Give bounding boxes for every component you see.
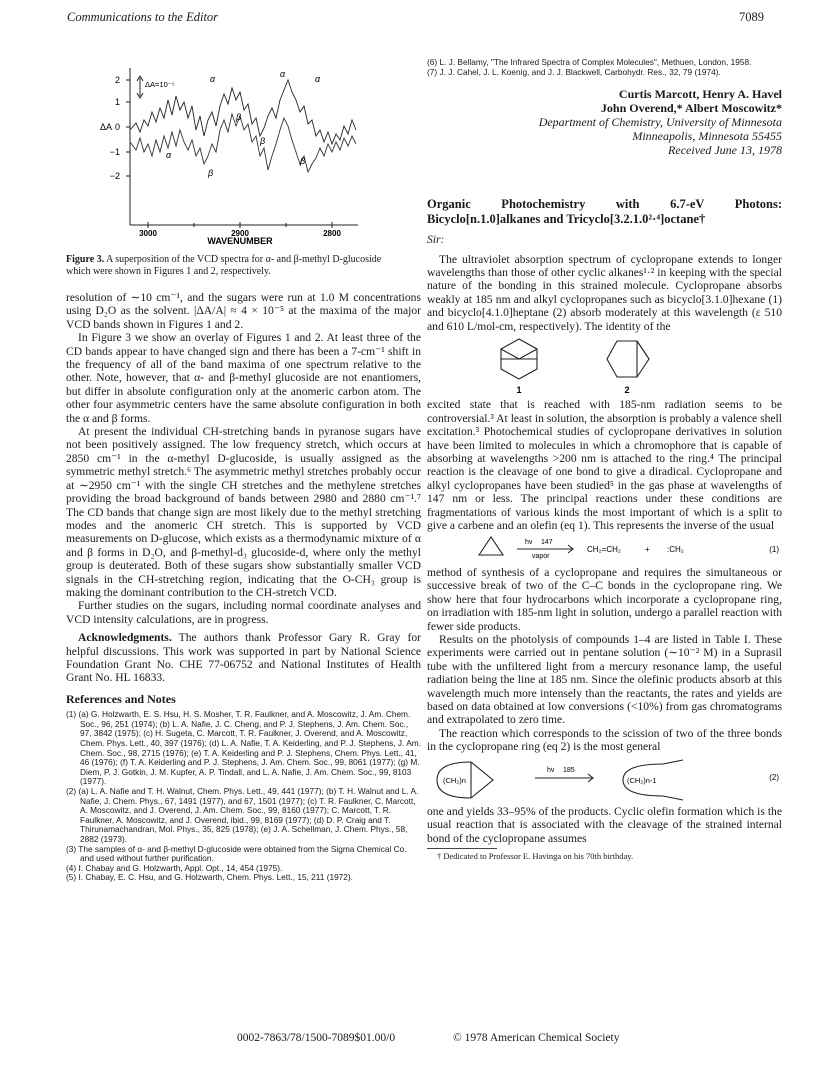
y-axis-label: ΔA xyxy=(100,122,113,132)
author-line: John Overend,* Albert Moscowitz* xyxy=(600,101,782,116)
eq1-product1: CH₂=CH₂ xyxy=(587,544,621,554)
x-tick-label: 2800 xyxy=(323,229,341,238)
paragraph: At present the individual CH-stretching bands in pyranose sugars have not been positively assigned. The low frequency stretch, which occurs at 2850 cm⁻¹ in the α-methyl D-glucoside, is usually assigned as the symmetric methyl stretch.⁶ The asymmetric methyl stretches probably occur at ∼2950 cm⁻¹ with the single CH stretches and the methylene stretches providing the broad background of bands between 2980 and 2880 cm⁻¹.⁷ The CD bands that change sign are most likely due to the methyl stretching modes and the anomeric CH stretch. This is supported by VCD measurements on D-glucose, which exists as a thermodynamic mixture of α and β forms in D₂O, and β-methyl-d₃ glucoside-d, where only the methyl group is deuterated. Both of these sugars show substantially smaller VCD signals in the CH-stretching region, indicating that the O-CH₃ group is making the dominant contribution to the CH-stretch VCD. xyxy=(66,425,421,599)
eq2-hv: hν xyxy=(547,766,555,774)
affiliation-line: Department of Chemistry, University of Minnesota xyxy=(538,115,782,130)
eq1-hv: hν xyxy=(525,538,533,546)
y-tick-label: 0 xyxy=(114,122,120,132)
alpha-label: α xyxy=(280,69,286,79)
eq2-reactant: (CH₂)n xyxy=(443,775,466,785)
paragraph: method of synthesis of a cyclopropane and requires the simultaneous or successive break of two of the C–C bonds in the cyclopropane ring. We show here that four hydrocarbons which incorporate a cyclopropane ring, on irradiation with 185-nm light in solution, undergo a parallel reaction with fewer side products. xyxy=(427,565,782,633)
ack-label: Acknowledgments. xyxy=(78,631,172,645)
ack-text: The authors thank Professor Gary R. Gray for helpful discussions. This work was supported in part by National Science Foundation Grant No. CHE 77-06752 and National Institutes of Health Grant No. HL 16833. xyxy=(66,631,421,685)
references-list xyxy=(66,710,421,883)
paragraph: Further studies on the sugars, including normal coordinate analyses and VCD intensity calculations, are in progress. xyxy=(66,599,421,626)
right-column xyxy=(427,58,782,861)
acknowledgments xyxy=(66,631,421,685)
left-column xyxy=(66,291,421,883)
paragraph: excited state that is reached with 185-nm radiation seems to be controversial.³ At least in solution, the absorption is probably a valence shell excitation.³ Photochemical studies of cyclopropane derivatives in solution have been limited to molecules in which a chromophore that is capable of absorbing at wavelengths >200 nm is attached to the ring.⁴ The principal reaction is the cleavage of one bond to give a diradical. Cyclopropane and alkyl cyclopropanes have been studied⁵ in the gas phase at wavelengths of 147 nm or less. The principal reactions under these conditions are fragmentations of various kinds the most important of which is a split to give a carbene and an olefin (eq 1). This represents the inverse of the usual xyxy=(427,398,782,533)
reference-item: (1) (a) G. Holzwarth, E. S. Hsu, H. S. Mosher, T. R. Faulkner, and A. Moscowitz, J. Am. Chem. Soc., 96, 251 (1974); (b) L. A. Nafie, J. C. Cheng, and P. J. Stephens, J. Am. Chem. Soc., 97, 3842 (1975); (c) H. Sugeta, C. Marcott, T. R. Faulkner, J. Overend, and A. Moscowitz, Chem. Phys. Lett., 40, 397 (1976); (d) L. A. Nafie, T. A. Keiderling, and P. J. Stephens, J. Am. Chem. Soc., 98, 2715 (1976); (e) T. A. Keiderling and P. J. Stephens, Chem. Phys. Lett., 41, 46 (1976); (f) T. A. Keiderling and P. J. Stephens, J. Am. Chem. Soc., 99, 8061 (1977); (g) M. Diem, P. J. Gotkin, J. M. Kupfer, A. P. Tindall, and L. A. Nafie, J. Am. Chem. Soc., 99, 8103 (1977). xyxy=(66,709,421,787)
reference-item: (4) I. Chabay and G. Holzwarth, Appl. Opt., 14, 454 (1975). xyxy=(66,862,283,873)
equation-1 xyxy=(427,533,782,563)
received-date: Received June 13, 1978 xyxy=(668,143,782,158)
beta-label: β xyxy=(236,112,242,122)
paragraph: In Figure 3 we show an overlay of Figures 1 and 2. At least three of the CD bands appear to have changed sign and there has been a 7-cm⁻¹ shift in the frequency of all of the band maxima of one spectrum relative to the other. Note, however, that α- and β-methyl glucoside are not enantiomers, but differ in absolute configuration only at the anomeric carbon atom. The other four asymmetric centers have the same absolute configuration in both the α and β forms. xyxy=(66,331,421,425)
alpha-label: α xyxy=(166,150,172,160)
reference-item: (6) L. J. Bellamy, "The Infrared Spectra of Complex Molecules", Methuen, London, 1958. xyxy=(427,57,752,67)
reference-item: (7) J. J. Cahel, J. L. Koenig, and J. J. Blackwell, Carbohydr. Res., 32, 79 (1974). xyxy=(427,66,721,77)
eq1-wavelength: 147 xyxy=(541,538,553,546)
alpha-label: α xyxy=(315,74,321,84)
structures-1-2 xyxy=(427,333,782,395)
paragraph: Results on the photolysis of compounds 1–4 are listed in Table I. These experiments were carried out in pentane solution (∼10⁻² M) in a Suprasil tube with the unfiltered light from a mercury resonance lamp, the useful radiation being the line at 185 nm. Since the olefinic products absorb at this wavelength much more intensely than the reactants, the rates and yields are based on data obtained at low conversions (<10%) from gas chromatograms and extrapolated to zero time. xyxy=(427,632,782,727)
x-axis-label: WAVENUMBER xyxy=(207,236,273,246)
running-header-journal: Communications to the Editor xyxy=(67,10,219,24)
x-tick-label: 2900 xyxy=(231,229,249,238)
reference-item: (2) (a) L. A. Nafie and T. H. Walnut, Chem. Phys. Lett., 49, 441 (1977); (b) T. H. Walnut and L. A. Nafie, J. Chem. Phys., 67, 1491 (1977), and 67, 1501 (1977); (c) T. R. Faulkner, C. Marcott, A. Moscowitz, and J. Overend, J. Am. Chem. Soc., 99, 8160 (1977); C. Marcott, T. R. Faulkner, A. Moscowitz, and J. Overend, ibid., 99, 8169 (1977); (d) D. P. Craig and T. Thirunamachandran, Mol. Phys., 35, 825 (1978); (e) J. A. Schellman, J. Chem. Phys., 58, 2882 (1973). xyxy=(66,785,419,844)
eq2-number: (2) xyxy=(769,772,779,782)
footer-copyright: © 1978 American Chemical Society xyxy=(453,1032,620,1044)
paragraph: one and yields 33–95% of the products. Cyclic olefin formation which is the usual reaction that is associated with the cleavage of the strained internal bond of the cyclopropane assumes xyxy=(427,805,782,845)
equation-2 xyxy=(427,754,782,802)
x-tick-label: 3000 xyxy=(139,229,157,238)
scale-bar-label: ΔA=10⁻⁵ xyxy=(145,80,175,89)
page-number: 7089 xyxy=(739,10,764,24)
eq1-plus: + xyxy=(645,544,650,554)
eq1-number: (1) xyxy=(769,544,779,554)
figure-3-vcd-spectrum xyxy=(100,60,380,260)
reference-item: (3) The samples of α- and β-methyl D-glucoside were obtained from the Sigma Chemical Co. and used without further purification. xyxy=(66,843,407,864)
caption-text: A superposition of the VCD spectra for α- and β-methyl D-glucoside which were shown in Figures 1 and 2, respectively. xyxy=(66,254,382,277)
beta-label: β xyxy=(260,136,266,146)
y-tick-label: 2 xyxy=(114,75,120,85)
compound-number: 2 xyxy=(624,385,630,396)
alpha-spectrum-trace xyxy=(130,80,356,144)
references-continued xyxy=(427,58,782,77)
y-tick-label: 1 xyxy=(114,97,120,107)
eq2-wavelength: 185 xyxy=(563,766,575,774)
eq2-product: (CH₂)n-1 xyxy=(627,775,657,785)
references-heading: References and Notes xyxy=(66,691,176,706)
y-ticks xyxy=(126,80,130,176)
reference-item: (5) I. Chabay, E. C. Hsu, and G. Holzwarth, Chem. Phys. Lett., 15, 211 (1972). xyxy=(66,872,353,883)
caption-label: Figure 3. xyxy=(66,254,105,265)
figure-caption xyxy=(66,254,386,277)
alpha-label: α xyxy=(210,74,216,84)
beta-label: β xyxy=(300,156,306,166)
bicycloheptane-ring xyxy=(607,341,649,377)
paragraph: The ultraviolet absorption spectrum of cyclopropane extends to longer wavelengths than those of other cyclic alkanes¹·² in keeping with the special nature of the bonding in this strained molecule. Cyclopropane absorbs weakly at 185 nm and alkyl cyclopropanes such as bicyclo[3.1.0]hexane (1) and bicyclo[4.1.0]heptane (2) absorb moderately at this wavelength (ε 510 and 610 L/mol-cm, respectively). The identity of the xyxy=(427,252,782,333)
salutation: Sir: xyxy=(427,233,445,247)
footer-code: 0002-7863/78/1500-7089$01.00/0 xyxy=(237,1032,396,1044)
y-tick-label: −1 xyxy=(109,147,120,157)
beta-spectrum-trace xyxy=(130,114,356,172)
paragraph: resolution of ∼10 cm⁻¹, and the sugars were run at 1.0 M concentrations using D₂O as the solvent. |ΔA/A| ≈ 4 × 10⁻⁵ at the maxima of the major VCD bands shown in Figures 1 and 2. xyxy=(66,291,421,331)
eq1-phase: vapor xyxy=(532,552,550,560)
author-line: Curtis Marcott, Henry A. Havel xyxy=(618,87,782,102)
beta-label: β xyxy=(208,168,214,178)
y-tick-label: −2 xyxy=(109,171,120,181)
dedication-footnote: † Dedicated to Professor E. Havinga on his 70th birthday. xyxy=(437,851,634,862)
paragraph: The reaction which corresponds to the scission of two of the three bonds in the cyclopropane ring (eq 2) is the most general xyxy=(427,726,782,754)
eq1-product2: :CH₂ xyxy=(667,544,684,554)
article-title: Organic Photochemistry with 6.7-eV Photons: Bicyclo[n.1.0]alkanes and Tricyclo[3.2.1.0²·⁴]octane† xyxy=(427,197,782,227)
compound-number: 1 xyxy=(516,385,522,396)
affiliation-line: Minneapolis, Minnesota 55455 xyxy=(632,129,782,144)
